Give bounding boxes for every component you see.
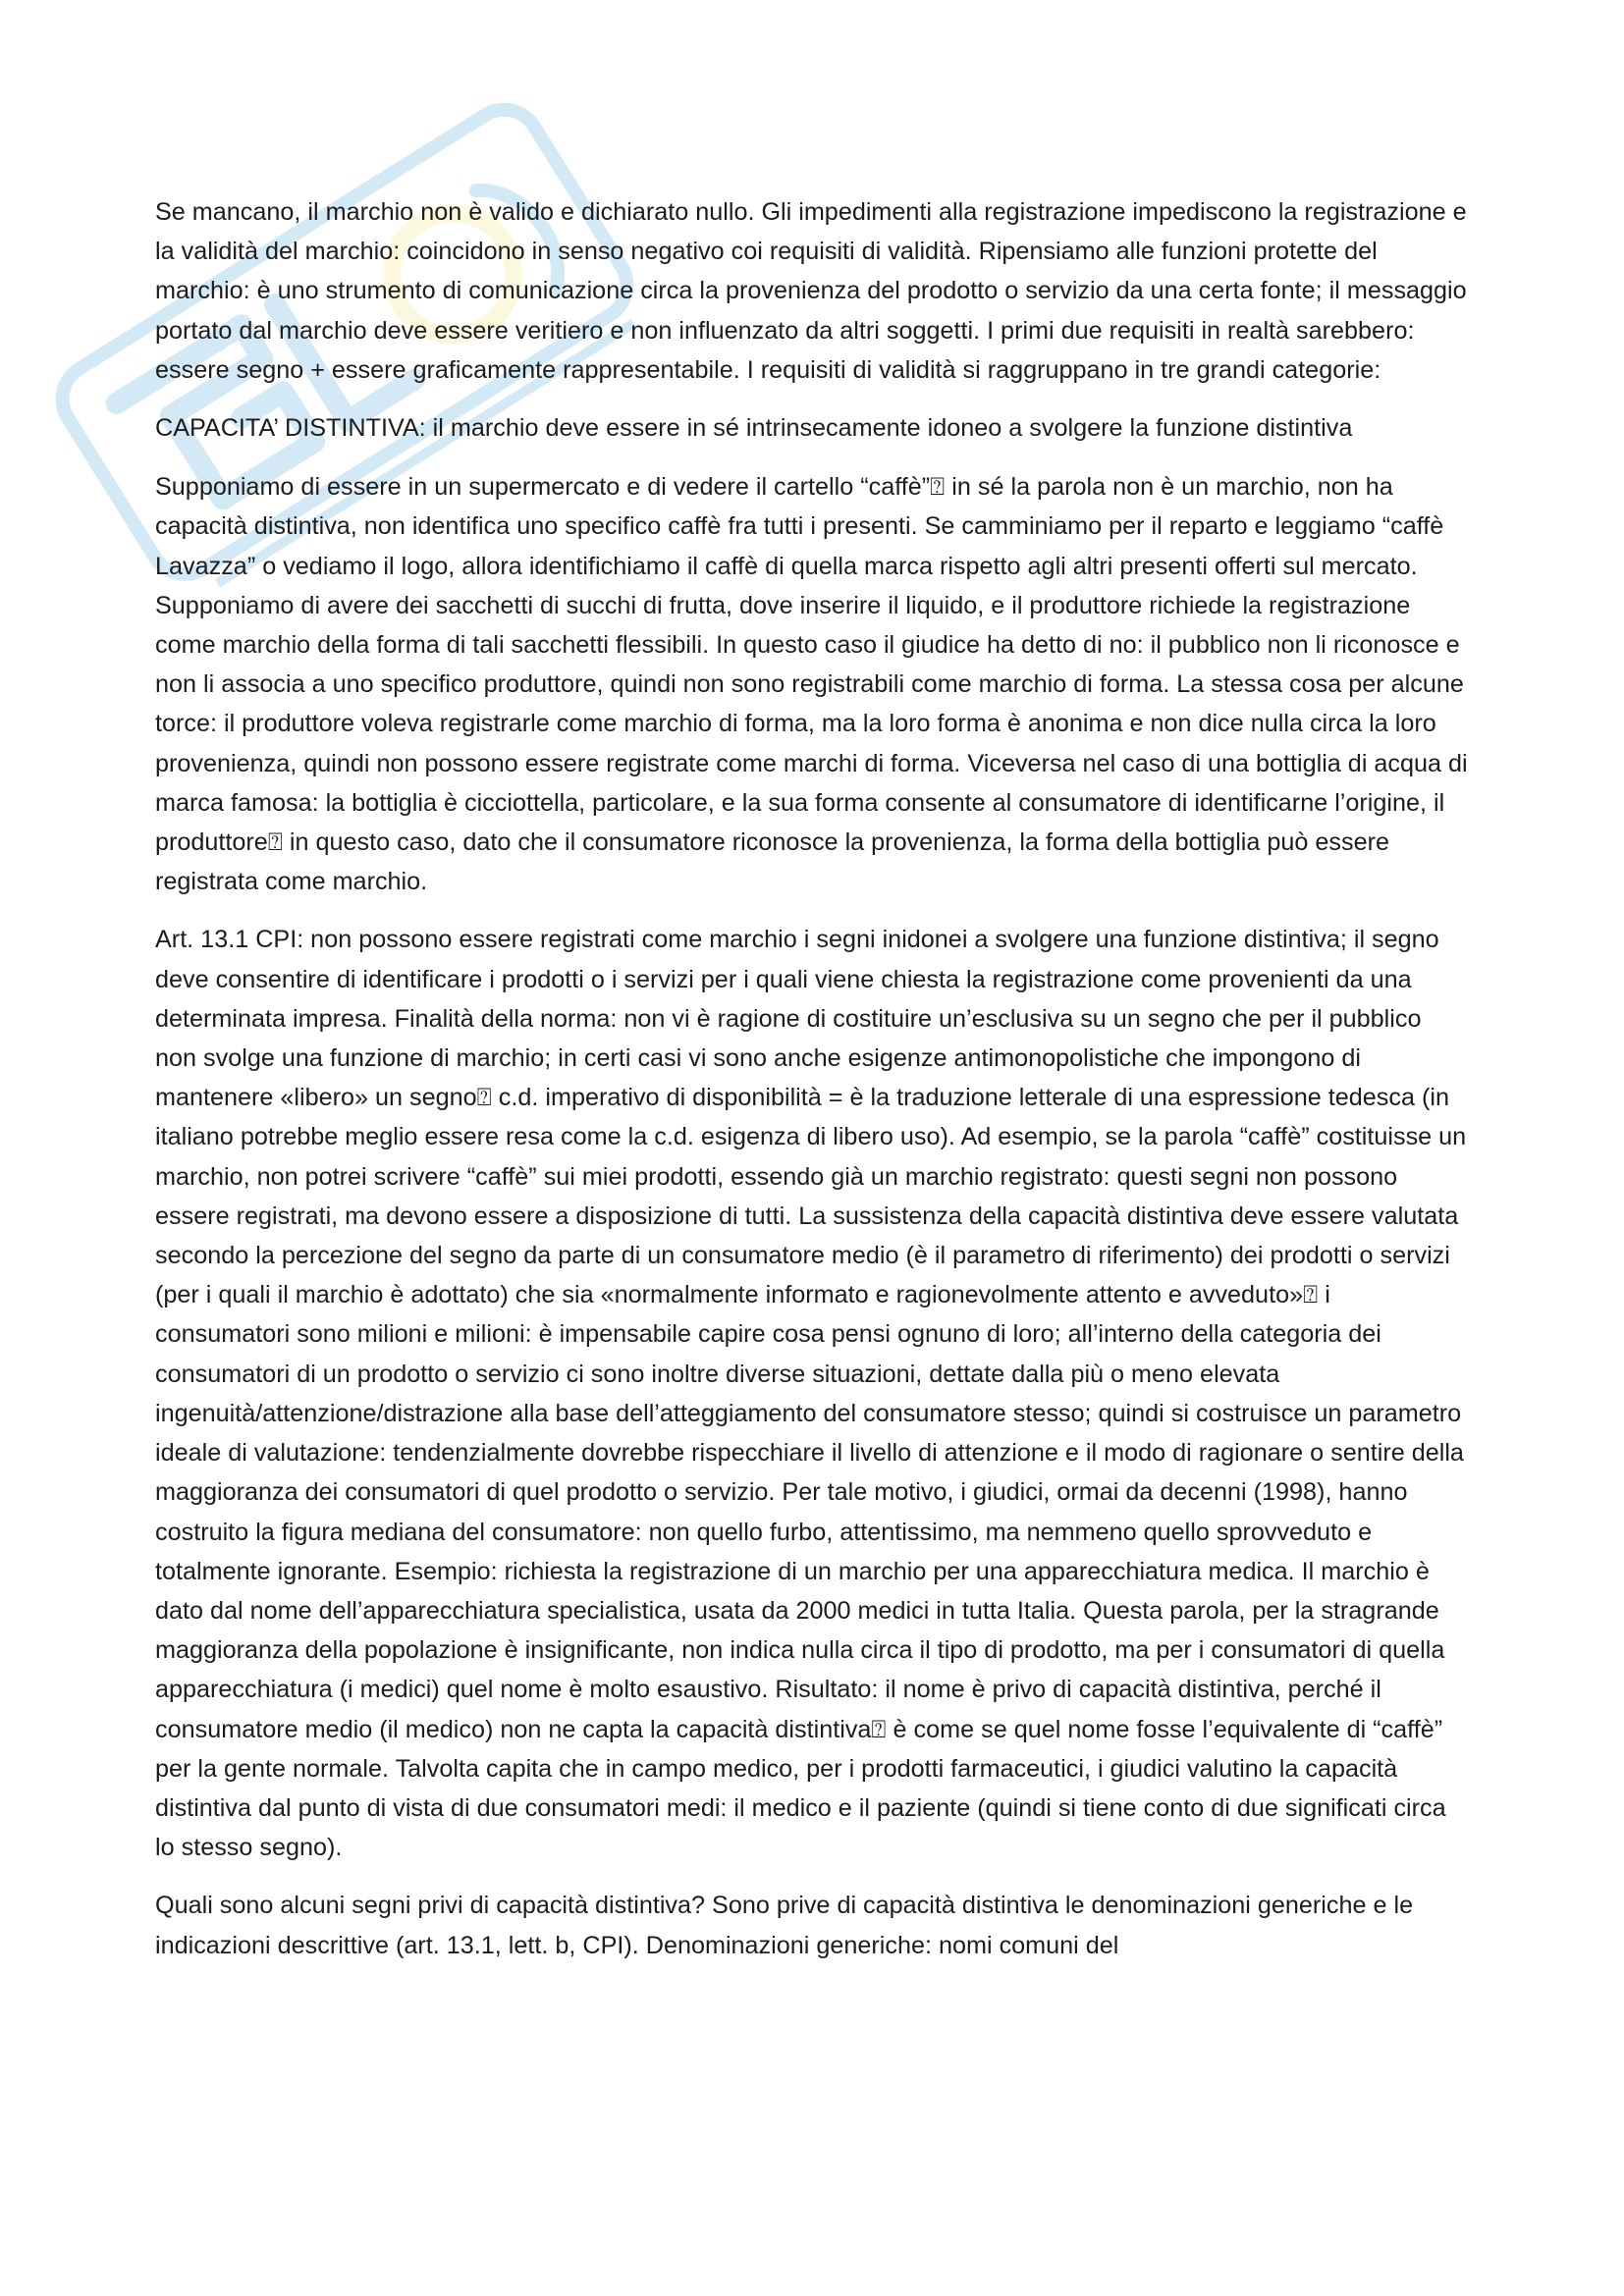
paragraph-distinctive-capacity-heading: CAPACITA’ DISTINTIVA: il marchio deve essere in sé intrinsecamente idoneo a svolgere la funzione distintiva [155,414,1353,443]
paragraph-validity-requirements: Se mancano, il marchio non è valido e dichiarato nullo. Gli impedimenti alla registrazione impediscono la registrazione e la validità del marchio: coincidono in senso negativo coi requisiti di validità. Ripensiamo alle funzioni protette del marchio: è uno strumento di comunicazione circa la provenienza del prodotto o servizio da una certa fonte; il messaggio portato dal marchio deve essere veritiero e non influenzato da altri soggetti. I primi due requisiti in realtà sarebbero: essere segno + essere graficamente rappresentabile. I requisiti di validità si raggruppano in tre grandi categorie: [155,198,1467,384]
paragraph-supermarket-example: Supponiamo di essere in un supermercato e di vedere il cartello “caffè”⍰ in sé la parola non è un marchio, non ha capacità distintiva, non identifica uno specifico caffè fra tutti i presenti. Se camminiamo per il reparto e leggiamo “caffè Lavazza” o vediamo il logo, allora identifichiamo il caffè di quella marca rispetto agli altri presenti offerti sul mercato. Supponiamo di avere dei sacchetti di succhi di frutta, dove inserire il liquido, e il produttore richiede la registrazione come marchio della forma di tali sacchetti flessibili. In questo caso il giudice ha detto di no: il pubblico non li riconosce e non li associa a uno specifico produttore, quindi non sono registrabili come marchio di forma. La stessa cosa per alcune torce: il produttore voleva registrarle come marchio di forma, ma la loro forma è anonima e non dice nulla circa la loro provenienza, quindi non possono essere registrate come marchi di forma. Viceversa nel caso di una bottiglia di acqua di marca famosa: la bottiglia è cicciottella, particolare, e la sua forma consente al consumatore di identificarne l’origine, il produttore⍰ in questo caso, dato che il consumatore riconosce la provenienza, la forma della bottiglia può essere registrata come marchio. [155,473,1468,896]
document-body [155,192,1469,1984]
paragraph-signs-without-distinctive-capacity: Quali sono alcuni segni privi di capacità distintiva? Sono prive di capacità distintiva le denominazioni generiche e le indicazioni descrittive (art. 13.1, lett. b, CPI). Denominazioni generiche: nomi comuni del [155,1892,1414,1959]
paragraph-art-13-1-cpi: Art. 13.1 CPI: non possono essere registrati come marchio i segni inidonei a svolgere una funzione distintiva; il segno deve consentire di identificare i prodotti o i servizi per i quali viene chiesta la registrazione come provenienti da una determinata impresa. Finalità della norma: non vi è ragione di costituire un’esclusiva su un segno che per il pubblico non svolge una funzione di marchio; in certi casi vi sono anche esigenze antimonopolistiche che impongono di mantenere «libero» un segno⍰ c.d. imperativo di disponibilità = è la traduzione letterale di una espressione tedesca (in italiano potrebbe meglio essere resa come la c.d. esigenza di libero uso). Ad esempio, se la parola “caffè” costituisse un marchio, non potrei scrivere “caffè” sui miei prodotti, essendo già un marchio registrato: questi segni non possono essere registrati, ma devono essere a disposizione di tutti. La sussistenza della capacità distintiva deve essere valutata secondo la percezione del segno da parte di un consumatore medio (è il parametro di riferimento) dei prodotti o servizi (per i quali il marchio è adottato) che sia «normalmente informato e ragionevolmente attento e avveduto»⍰ i consumatori sono milioni e milioni: è impensabile capire cosa pensi ognuno di loro; all’interno della categoria dei consumatori di un prodotto o servizio ci sono inoltre diverse situazioni, dettate dalla più o meno elevata ingenuità/attenzione/distrazione alla base dell’atteggiamento del consumatore stesso; quindi si costruisce un parametro ideale di valutazione: tendenzialmente dovrebbe rispecchiare il livello di attenzione e il modo di ragionare o sentire della maggioranza dei consumatori di quel prodotto o servizio. Per tale motivo, i giudici, ormai da decenni (1998), hanno costruito la figura mediana del consumatore: non quello furbo, attentissimo, ma nemmeno quello sprovveduto e totalmente ignorante. Esempio: richiesta la registrazione di un marchio per una apparecchiatura medica. Il marchio è dato dal nome dell’apparecchiatura specialistica, usata da 2000 medici in tutta Italia. Questa parola, per la stragrande maggioranza della popolazione è insignificante, non indica nulla circa il tipo di prodotto, ma per i consumatori di quella apparecchiatura (i medici) quel nome è molto esaustivo. Risultato: il nome è privo di capacità distintiva, perché il consumatore medio (il medico) non ne capta la capacità distintiva⍰ è come se quel nome fosse l’equivalente di “caffè” per la gente normale. Talvolta capita che in campo medico, per i prodotti farmaceutici, i giudici valutino la capacità distintiva dal punto di vista di due consumatori medi: il medico e il paziente (quindi si tiene conto di due significati circa lo stesso segno). [155,926,1467,1862]
